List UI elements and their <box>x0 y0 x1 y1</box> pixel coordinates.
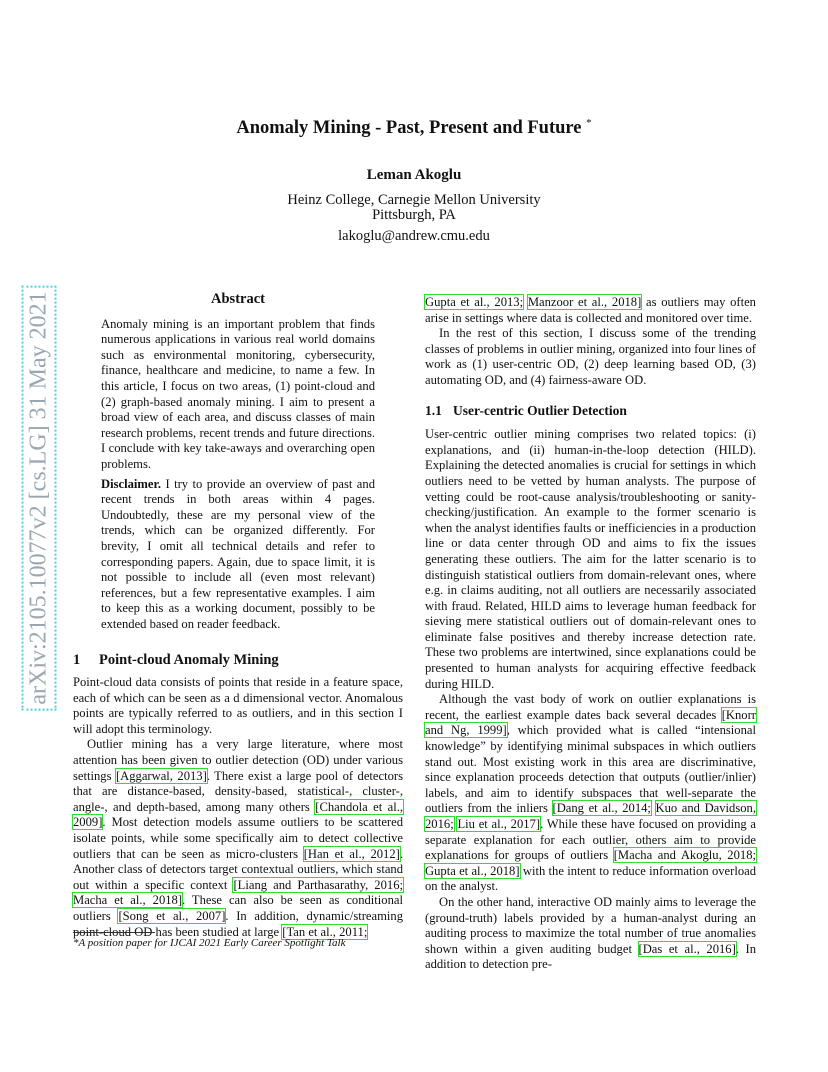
section-1-number: 1 <box>73 652 81 669</box>
citation-link[interactable]: Gupta et al., 2013; <box>425 295 524 309</box>
text-span: , which provided what is called “intensional knowledge” by identifying minimal subspaces in which outliers stand out. Most existing work in this area are discriminative, since explanation proceeds detection that outputs (outlier/inlier) labels, and aim to identify subspaces that well-separate the outliers from the inliers <box>425 723 756 816</box>
section-1-paragraph-2 <box>73 737 403 940</box>
citation-link[interactable]: Manzoor et al., 2018] <box>527 295 642 309</box>
author-name: Leman Akoglu <box>366 167 462 183</box>
text-span: . Another class of detectors target contextual outliers, which stand out within a specific context <box>73 846 403 892</box>
right-paragraph-1 <box>425 295 756 326</box>
text-span: Although the vast body of work on outlier explanations is recent, the earliest example dates back several decades <box>425 692 756 722</box>
section-1-title: Point-cloud Anomaly Mining <box>99 652 279 669</box>
paper-title <box>0 117 828 139</box>
title-text: Anomaly Mining - Past, Present and Future <box>236 118 582 139</box>
text-span: . Most detection models assume outliers to be scattered isolate points, while some specifically aim to detect collective outliers that can be seen as micro-clusters <box>73 815 403 861</box>
disclaimer-paragraph <box>101 477 375 633</box>
citation-link[interactable]: Macha et al., 2018] <box>73 893 183 908</box>
right-paragraph-4 <box>425 692 756 895</box>
citation-link[interactable]: Kuo and Davidson, 2016; <box>425 801 756 831</box>
citation-link[interactable]: [Tan et al., 2011; <box>282 924 368 939</box>
right-paragraph-3: User-centric outlier mining comprises two related topics: (i) explanations, and (ii) human-in-the-loop detection (HILD). Explaining the detected anomalies is crucial for settings in which outliers need to be vetted by human analysts. The purpose of vetting could be root-cause analysis/troubleshooting or sanity-checking/justification. An example to the former scenario is when the analyst identifies faults or inefficiencies in a production line or data center through OD and aims to fix the issues generating these outliers. The aim for the latter scenario is to distinguish statistical outliers from domain-relevant ones, where e.g. in claims auditing, not all outliers are necessarily associated with fraud. Related, HILD aims to leverage human feedback for sieving mere statistical outliers out of domain-relevant ones to eliminate false positives and thereby increase detection rate. These two problems are intertwined, since explanations could be presented to human analysts for acquiring effective feedback during HILD. <box>425 427 756 691</box>
citation-link[interactable]: Liu et al., 2017] <box>457 817 541 831</box>
affiliation-email: lakoglu@andrew.cmu.edu <box>338 228 490 244</box>
disclaimer-label: Disclaimer. <box>101 476 162 491</box>
text-span: with the intent to reduce information overload on the analyst. <box>425 863 757 894</box>
affiliation-institution: Heinz College, Carnegie Mellon University <box>287 192 541 208</box>
subsection-title: User-centric Outlier Detection <box>453 402 627 418</box>
text-span: . In addition, dynamic/streaming point-cloud OD has been studied at large <box>73 908 403 939</box>
abstract-heading: Abstract <box>211 291 265 307</box>
subsection-1-1-heading <box>425 403 756 419</box>
citation-link[interactable]: [Song et al., 2007] <box>118 908 226 923</box>
citation-link[interactable]: [Das et al., 2016] <box>638 941 736 956</box>
section-1-paragraph-1: Point-cloud data consists of points that reside in a feature space, each of which can be seen as a d dimensional vector. Anomalous points are typically referred to as outliers, and in this section I will adopt this terminology. <box>73 675 403 736</box>
affiliation-location: Pittsburgh, PA <box>372 207 456 223</box>
abstract-body: Anomaly mining is an important problem that finds numerous applications in various real world domains such as environmental monitoring, cybersecurity, finance, healthcare and medicine, to name a few. In this article, I focus on two areas, (1) point-cloud and (2) graph-based anomaly mining. I aim to present a broad view of each area, and discuss classes of main research problems, recent trends and future directions. I conclude with key take-aways and overarching open problems. <box>101 316 375 471</box>
text-span: . There exist a large pool of detectors that are distance-based, density-based, statistical-, cluster-, angle-, and depth-based, among many others <box>73 768 403 814</box>
text-span: Outlier mining has a very large literature, where most attention has been given to outlier detection (OD) under various settings <box>73 737 403 783</box>
citation-link[interactable]: [Liang and Parthasarathy, 2016; <box>233 877 403 892</box>
subsection-number: 1.1 <box>425 402 442 418</box>
footnote: *A position paper for IJCAI 2021 Early Career Spotlight Talk <box>73 937 346 949</box>
arxiv-stamp <box>14 248 64 748</box>
text-span: . While these have focused on providing a separate explanation for each outlier, others aim to provide explanations for groups of outliers <box>425 817 756 863</box>
citation-link[interactable]: [Aggarwal, 2013] <box>115 768 207 783</box>
citation-link[interactable]: [Knorr and Ng, 1999] <box>425 707 756 738</box>
citation-link[interactable]: [Macha and Akoglu, 2018; <box>613 848 756 863</box>
citation-link[interactable]: [Chandola et al., 2009] <box>73 799 403 830</box>
arxiv-id[interactable]: arXiv:2105.10077v2 [cs.LG] 31 May 2021 <box>25 291 52 705</box>
right-paragraph-2: In the rest of this section, I discuss some of the trending classes of problems in outlier mining, organized into four lines of work as (1) user-centric OD, (2) deep learning based OD, (3) automating OD, and (4) fairness-aware OD. <box>425 326 756 387</box>
citation-link[interactable]: [Han et al., 2012] <box>303 846 400 861</box>
text-span: On the other hand, interactive OD mainly aims to leverage the (ground-truth) labels provided by a human-analyst during an auditing process to maximize the total number of true anomalies shown within a given auditing budget <box>425 894 756 956</box>
text-span: . These can also be seen as conditional outliers <box>73 893 403 923</box>
disclaimer-text: I try to provide an overview of past and recent trends in both areas within 4 pages. Undoubtedly, these are my personal view of the trends, which can be organized differently. For brevity, I omit all technical details and refer to corresponding papers. Again, due to space limit, it is not possible to include all (even most relevant) references, but a few representative examples. I aim to keep this as a working document, possibly to be extended based on reader feedback. <box>101 476 375 631</box>
right-paragraph-5 <box>425 895 756 973</box>
text-span: as outliers may often arise in settings where data is collected and monitored over time. <box>425 295 756 325</box>
section-1-heading <box>73 653 403 669</box>
right-column <box>425 295 756 973</box>
citation-link[interactable]: [Dang et al., 2014; <box>552 801 651 816</box>
footnote-rule <box>73 932 155 933</box>
text-span: . In addition to detection pre- <box>425 941 757 972</box>
left-column <box>73 292 403 940</box>
abstract <box>73 317 403 633</box>
title-footnote-mark: * <box>586 117 592 129</box>
citation-link[interactable]: Gupta et al., 2018] <box>425 863 520 878</box>
